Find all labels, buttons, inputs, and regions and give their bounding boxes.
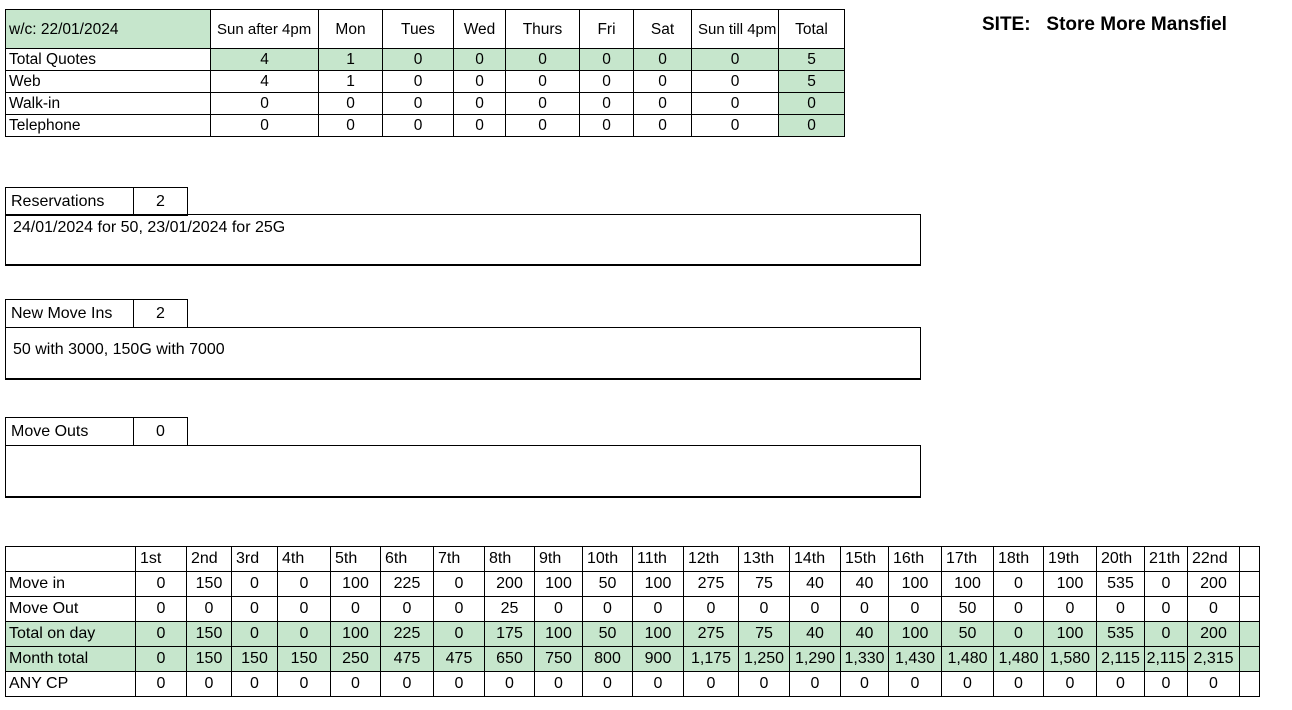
row-label: Web <box>6 71 211 93</box>
data-cell: 0 <box>485 672 535 697</box>
day-header: 16th <box>889 547 942 572</box>
move-ins-count: 2 <box>134 300 188 328</box>
row-label: Move Out <box>6 597 136 622</box>
data-cell: 100 <box>889 622 942 647</box>
data-cell: 40 <box>790 622 841 647</box>
data-cell: 1,250 <box>739 647 790 672</box>
data-cell: 100 <box>942 572 994 597</box>
weekly-quotes-table <box>5 9 845 137</box>
day-header: 15th <box>841 547 889 572</box>
reservations-count: 2 <box>134 188 188 216</box>
data-cell: 0 <box>383 93 454 115</box>
col-header-mon: Mon <box>319 10 383 49</box>
site-name: Store More Mansfiel <box>1046 14 1227 35</box>
row-label: Move in <box>6 572 136 597</box>
row-label: Total on day <box>6 622 136 647</box>
site-title <box>982 14 1227 36</box>
data-cell: 0 <box>454 71 506 93</box>
data-cell: 5 <box>779 49 845 71</box>
data-cell: 5 <box>779 71 845 93</box>
data-cell: 0 <box>506 93 580 115</box>
data-cell: 150 <box>187 647 232 672</box>
data-cell: 0 <box>942 672 994 697</box>
site-label: SITE: <box>982 14 1031 35</box>
data-cell: 0 <box>1145 597 1188 622</box>
week-commencing-cell: w/c: 22/01/2024 <box>6 10 211 49</box>
data-cell <box>1240 622 1260 647</box>
data-cell: 0 <box>187 597 232 622</box>
data-cell: 1 <box>319 71 383 93</box>
data-cell: 4 <box>211 71 319 93</box>
data-cell: 2,115 <box>1145 647 1188 672</box>
data-cell: 250 <box>331 647 381 672</box>
data-cell: 0 <box>434 597 485 622</box>
data-cell: 0 <box>994 597 1044 622</box>
data-cell: 0 <box>634 93 692 115</box>
data-cell: 0 <box>1188 672 1240 697</box>
data-cell: 150 <box>232 647 278 672</box>
data-cell: 0 <box>739 672 790 697</box>
move-ins-notes: 50 with 3000, 150G with 7000 <box>5 327 921 380</box>
data-cell <box>1240 672 1260 697</box>
data-cell <box>1240 597 1260 622</box>
table-row <box>6 597 1260 622</box>
data-cell: 0 <box>331 597 381 622</box>
data-cell: 100 <box>535 572 583 597</box>
data-cell: 0 <box>232 672 278 697</box>
data-cell: 225 <box>381 622 434 647</box>
day-header: 20th <box>1097 547 1145 572</box>
data-cell: 150 <box>187 572 232 597</box>
day-header: 4th <box>278 547 331 572</box>
data-cell: 200 <box>1188 572 1240 597</box>
data-cell: 0 <box>232 622 278 647</box>
data-cell: 75 <box>739 572 790 597</box>
data-cell: 0 <box>136 572 187 597</box>
data-cell <box>1240 647 1260 672</box>
data-cell: 535 <box>1097 622 1145 647</box>
table-row <box>6 622 1260 647</box>
data-cell: 275 <box>684 572 739 597</box>
col-header-sun-till: Sun till 4pm <box>692 10 779 49</box>
data-cell: 1,290 <box>790 647 841 672</box>
data-cell: 175 <box>485 622 535 647</box>
data-cell: 0 <box>383 71 454 93</box>
data-cell: 0 <box>434 572 485 597</box>
day-header: 19th <box>1044 547 1097 572</box>
data-cell: 100 <box>633 622 684 647</box>
data-cell: 200 <box>1188 622 1240 647</box>
move-outs-notes <box>5 445 921 498</box>
data-cell: 40 <box>790 572 841 597</box>
day-header: 2nd <box>187 547 232 572</box>
reservations-header <box>5 187 188 216</box>
data-cell: 0 <box>1097 672 1145 697</box>
table-row <box>6 71 845 93</box>
data-cell: 0 <box>684 672 739 697</box>
data-cell: 0 <box>1145 572 1188 597</box>
day-header: 8th <box>485 547 535 572</box>
data-cell: 0 <box>634 49 692 71</box>
data-cell: 0 <box>136 647 187 672</box>
data-cell: 200 <box>485 572 535 597</box>
data-cell: 0 <box>779 115 845 137</box>
data-cell: 0 <box>1044 597 1097 622</box>
corner-cell <box>6 547 136 572</box>
reservations-label: Reservations <box>6 188 134 216</box>
data-cell: 0 <box>580 71 634 93</box>
data-cell: 0 <box>580 93 634 115</box>
data-cell: 0 <box>1188 597 1240 622</box>
day-header: 7th <box>434 547 485 572</box>
move-outs-count: 0 <box>134 418 188 446</box>
row-label: Walk-in <box>6 93 211 115</box>
data-cell: 50 <box>583 622 633 647</box>
data-cell: 0 <box>454 49 506 71</box>
day-header: 9th <box>535 547 583 572</box>
data-cell: 1,175 <box>684 647 739 672</box>
day-header-row <box>6 547 1260 572</box>
row-label: Total Quotes <box>6 49 211 71</box>
data-cell <box>1240 572 1260 597</box>
data-cell: 0 <box>136 597 187 622</box>
data-cell: 0 <box>1145 622 1188 647</box>
data-cell: 0 <box>889 597 942 622</box>
day-header: 3rd <box>232 547 278 572</box>
day-header: 12th <box>684 547 739 572</box>
data-cell: 0 <box>506 115 580 137</box>
data-cell: 0 <box>434 672 485 697</box>
data-cell: 535 <box>1097 572 1145 597</box>
data-cell: 2,115 <box>1097 647 1145 672</box>
data-cell: 0 <box>187 672 232 697</box>
data-cell: 0 <box>580 115 634 137</box>
data-cell: 150 <box>278 647 331 672</box>
data-cell: 50 <box>583 572 633 597</box>
data-cell: 0 <box>841 597 889 622</box>
day-header: 13th <box>739 547 790 572</box>
data-cell: 0 <box>454 93 506 115</box>
data-cell: 1,480 <box>994 647 1044 672</box>
data-cell: 100 <box>633 572 684 597</box>
day-header: 6th <box>381 547 434 572</box>
data-cell: 1 <box>319 49 383 71</box>
data-cell: 75 <box>739 622 790 647</box>
data-cell: 275 <box>684 622 739 647</box>
day-header: 21th <box>1145 547 1188 572</box>
data-cell: 0 <box>583 597 633 622</box>
data-cell: 0 <box>535 597 583 622</box>
data-cell: 0 <box>383 49 454 71</box>
table-row <box>6 49 845 71</box>
table-row <box>6 672 1260 697</box>
day-header: 10th <box>583 547 633 572</box>
data-cell: 1,330 <box>841 647 889 672</box>
data-cell: 100 <box>331 622 381 647</box>
data-cell: 0 <box>211 93 319 115</box>
data-cell: 0 <box>580 49 634 71</box>
data-cell: 475 <box>381 647 434 672</box>
data-cell: 0 <box>633 597 684 622</box>
day-header: 11th <box>633 547 684 572</box>
table-row <box>6 647 1260 672</box>
data-cell: 0 <box>232 597 278 622</box>
data-cell: 475 <box>434 647 485 672</box>
data-cell: 25 <box>485 597 535 622</box>
data-cell: 0 <box>692 49 779 71</box>
reservations-notes: 24/01/2024 for 50, 23/01/2024 for 25G <box>5 214 921 266</box>
data-cell: 1,480 <box>942 647 994 672</box>
table-row <box>6 572 1260 597</box>
day-header: 18th <box>994 547 1044 572</box>
data-cell: 50 <box>942 597 994 622</box>
data-cell: 900 <box>633 647 684 672</box>
row-label: ANY CP <box>6 672 136 697</box>
data-cell: 0 <box>1097 597 1145 622</box>
data-cell: 100 <box>1044 572 1097 597</box>
data-cell: 0 <box>278 597 331 622</box>
data-cell: 0 <box>583 672 633 697</box>
row-label: Telephone <box>6 115 211 137</box>
table-row <box>6 115 845 137</box>
data-cell: 0 <box>381 672 434 697</box>
data-cell: 0 <box>739 597 790 622</box>
data-cell: 0 <box>684 597 739 622</box>
data-cell: 0 <box>634 115 692 137</box>
data-cell: 0 <box>278 622 331 647</box>
day-header: 22nd <box>1188 547 1240 572</box>
data-cell: 0 <box>319 93 383 115</box>
move-outs-label: Move Outs <box>6 418 134 446</box>
day-header: 1st <box>136 547 187 572</box>
data-cell: 0 <box>434 622 485 647</box>
data-cell: 0 <box>692 115 779 137</box>
data-cell: 4 <box>211 49 319 71</box>
data-cell: 1,580 <box>1044 647 1097 672</box>
data-cell: 0 <box>692 93 779 115</box>
col-header-sat: Sat <box>634 10 692 49</box>
data-cell: 750 <box>535 647 583 672</box>
data-cell: 0 <box>278 672 331 697</box>
data-cell: 0 <box>506 49 580 71</box>
col-header-wed: Wed <box>454 10 506 49</box>
row-label: Month total <box>6 647 136 672</box>
data-cell: 100 <box>331 572 381 597</box>
data-cell: 0 <box>994 672 1044 697</box>
col-header-thurs: Thurs <box>506 10 580 49</box>
data-cell: 0 <box>994 572 1044 597</box>
data-cell: 0 <box>383 115 454 137</box>
data-cell: 100 <box>889 572 942 597</box>
data-cell: 100 <box>1044 622 1097 647</box>
move-ins-header <box>5 299 188 328</box>
data-cell: 2,315 <box>1188 647 1240 672</box>
data-cell: 650 <box>485 647 535 672</box>
data-cell: 40 <box>841 572 889 597</box>
data-cell: 0 <box>211 115 319 137</box>
data-cell: 100 <box>535 622 583 647</box>
table-row <box>6 93 845 115</box>
day-header <box>1240 547 1260 572</box>
data-cell: 0 <box>136 622 187 647</box>
data-cell: 150 <box>187 622 232 647</box>
col-header-sun-after: Sun after 4pm <box>211 10 319 49</box>
data-cell: 0 <box>1145 672 1188 697</box>
data-cell: 0 <box>136 672 187 697</box>
day-header: 14th <box>790 547 841 572</box>
data-cell: 0 <box>889 672 942 697</box>
day-header: 5th <box>331 547 381 572</box>
day-header: 17th <box>942 547 994 572</box>
data-cell: 0 <box>841 672 889 697</box>
data-cell: 0 <box>692 71 779 93</box>
data-cell: 0 <box>278 572 331 597</box>
col-header-tues: Tues <box>383 10 454 49</box>
data-cell: 0 <box>779 93 845 115</box>
data-cell: 0 <box>1044 672 1097 697</box>
col-header-fri: Fri <box>580 10 634 49</box>
data-cell: 0 <box>506 71 580 93</box>
move-ins-label: New Move Ins <box>6 300 134 328</box>
data-cell: 0 <box>633 672 684 697</box>
data-cell: 0 <box>319 115 383 137</box>
data-cell: 0 <box>535 672 583 697</box>
data-cell: 0 <box>790 597 841 622</box>
col-header-total: Total <box>779 10 845 49</box>
data-cell: 0 <box>454 115 506 137</box>
data-cell: 0 <box>232 572 278 597</box>
daily-movement-table <box>5 546 1260 697</box>
data-cell: 0 <box>790 672 841 697</box>
data-cell: 1,430 <box>889 647 942 672</box>
data-cell: 0 <box>381 597 434 622</box>
data-cell: 225 <box>381 572 434 597</box>
move-outs-header <box>5 417 188 446</box>
data-cell: 800 <box>583 647 633 672</box>
data-cell: 50 <box>942 622 994 647</box>
data-cell: 0 <box>994 622 1044 647</box>
data-cell: 0 <box>331 672 381 697</box>
data-cell: 0 <box>634 71 692 93</box>
data-cell: 40 <box>841 622 889 647</box>
